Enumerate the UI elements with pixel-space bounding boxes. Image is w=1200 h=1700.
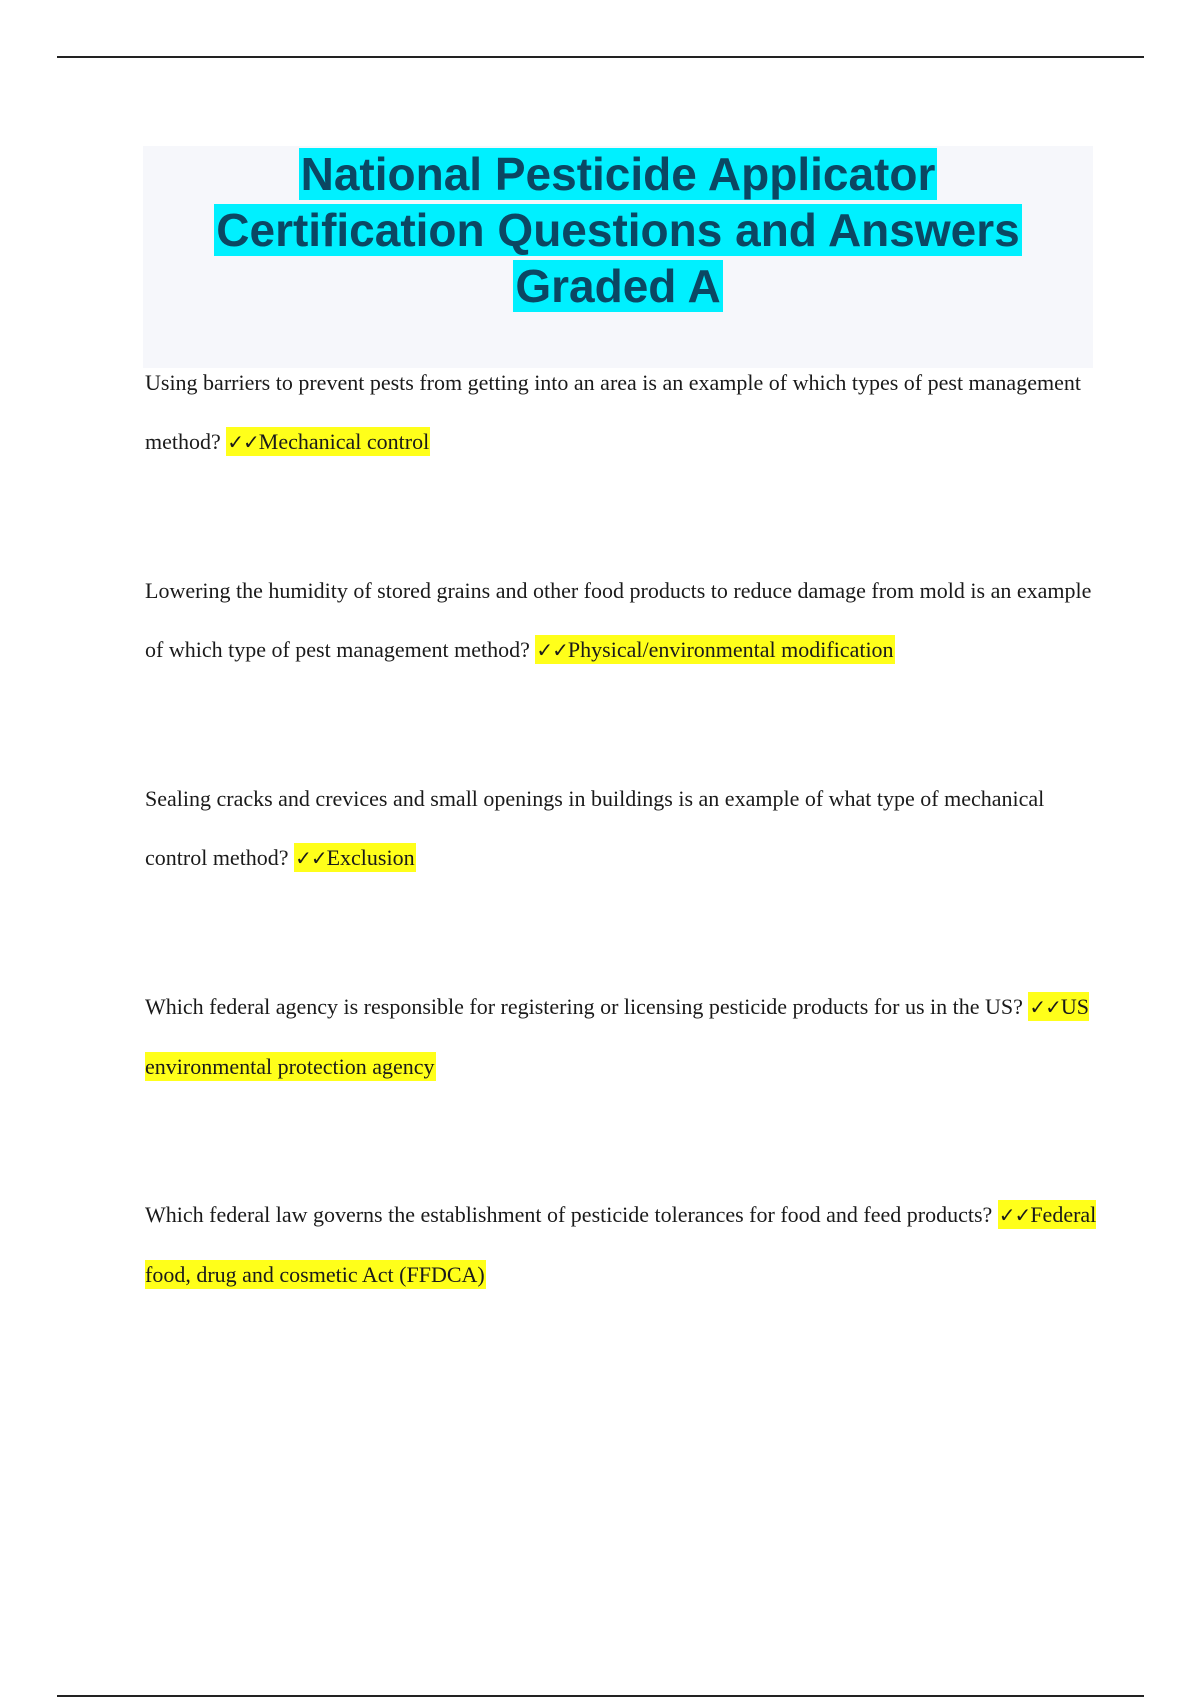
qa-item-5 <box>145 1185 1105 1304</box>
double-check-icon: ✓✓ <box>227 430 259 454</box>
double-check-icon: ✓✓ <box>1029 995 1061 1019</box>
question-text: Lowering the humidity of stored grains and other food products to reduce damage from mold is an example of which type of pest management method? <box>145 578 1092 662</box>
qa-item-3 <box>145 769 1105 888</box>
question-text: Using barriers to prevent pests from getting into an area is an example of which types of pest management method? <box>145 370 1081 454</box>
double-check-icon: ✓✓ <box>998 1203 1031 1227</box>
answer-text: Federal food, drug and cosmetic Act (FFDCA) <box>145 1202 1097 1287</box>
title-line-2: Certification Questions and Answers <box>216 204 1020 256</box>
question-text: Which federal law governs the establishment of pesticide tolerances for food and feed products? <box>145 1202 998 1227</box>
title-block <box>143 146 1093 368</box>
question-text: Which federal agency is responsible for registering or licensing pesticide products for us in the US? <box>145 994 1029 1019</box>
document-title <box>143 146 1093 314</box>
answer-highlight <box>294 843 416 872</box>
answer-text: Physical/environmental modification <box>567 637 894 662</box>
answer-text: US environmental protection agency <box>145 994 1090 1079</box>
top-rule <box>57 56 1144 58</box>
qa-item-2 <box>145 561 1105 680</box>
qa-item-4 <box>145 977 1105 1096</box>
title-line-1: National Pesticide Applicator <box>300 148 936 200</box>
title-line-3: Graded A <box>515 260 721 312</box>
double-check-icon: ✓✓ <box>536 638 568 662</box>
question-text: Sealing cracks and crevices and small openings in buildings is an example of what type of mechanical control method? <box>145 786 1045 870</box>
answer-text: Mechanical control <box>258 429 430 454</box>
answer-highlight <box>226 427 430 456</box>
answer-text: Exclusion <box>326 845 415 870</box>
bottom-rule <box>57 1695 1144 1697</box>
double-check-icon: ✓✓ <box>295 846 327 870</box>
answer-highlight <box>535 635 894 664</box>
qa-item-1 <box>145 353 1105 472</box>
